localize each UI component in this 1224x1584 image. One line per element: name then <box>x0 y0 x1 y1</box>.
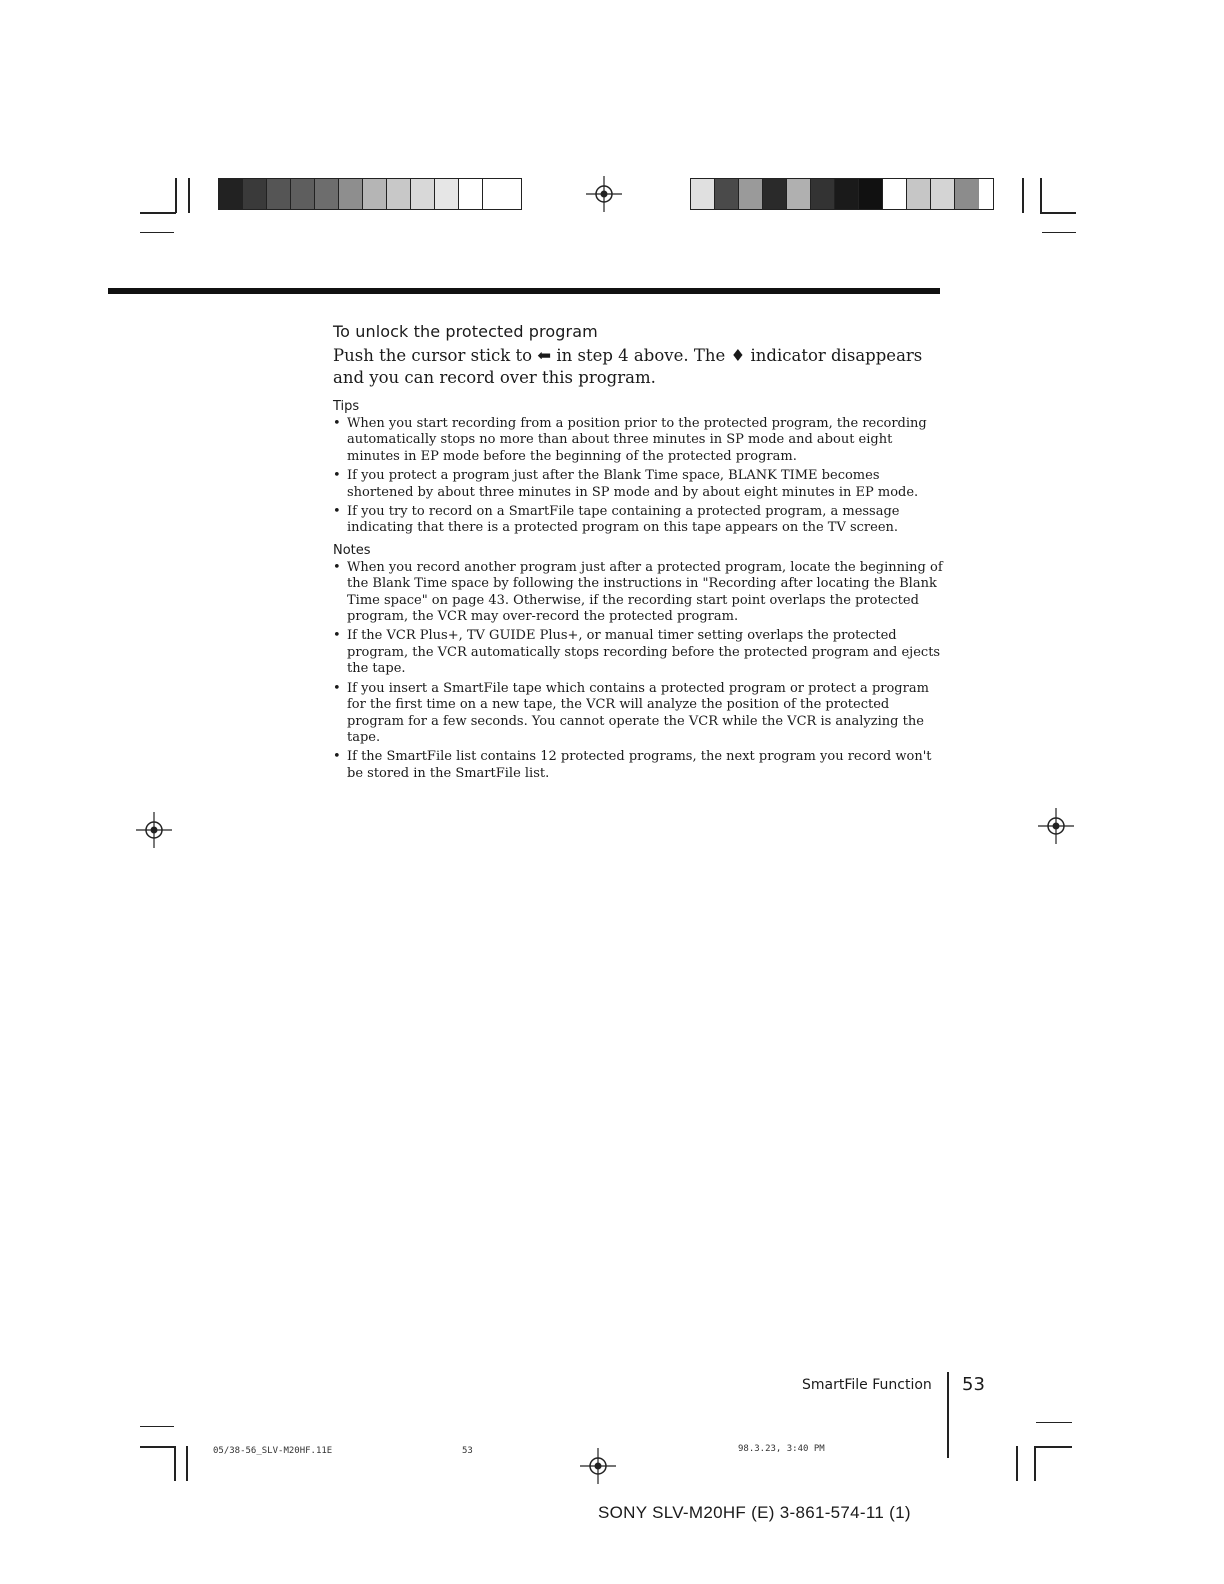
notes-list <box>333 560 943 782</box>
footer-section-title: SmartFile Function <box>802 1377 932 1393</box>
main-content <box>333 322 943 785</box>
file-name: 05/38-56_SLV-M20HF.11E <box>213 1446 333 1456</box>
list-item: • When you record another program just after a protected program, locate the beginning of the Blank Time space by following the instructions in "Recording after locating the Blank Time space" on page 43. Otherwise, if the recording start point overlaps the protected program, the VCR may over-record the protected program. <box>333 560 943 626</box>
header-rule <box>108 288 940 294</box>
list-item: • When you start recording from a position prior to the protected program, the recording automatically stops no more than about three minutes in SP mode and about eight minutes in EP mode before the beginning of the protected program. <box>333 416 943 465</box>
registration-target-icon <box>578 1446 618 1486</box>
section-heading: To unlock the protected program <box>333 322 598 341</box>
model-line: SONY SLV-M20HF (E) 3-861-574-11 (1) <box>598 1503 911 1522</box>
color-bar-left <box>218 178 522 210</box>
section-body: Push the cursor stick to ⬅ in step 4 above. The ♦ indicator disappears and you can record over this program. <box>333 346 923 387</box>
list-item: • If the SmartFile list contains 12 protected programs, the next program you record won't be stored in the SmartFile list. <box>333 749 943 782</box>
registration-target-icon <box>1036 806 1076 846</box>
print-page-number: 53 <box>462 1446 473 1456</box>
tips-list <box>333 416 943 537</box>
page-number: 53 <box>962 1374 985 1395</box>
registration-target-icon <box>134 810 174 850</box>
registration-target-icon <box>584 174 624 214</box>
list-item: • If you protect a program just after the Blank Time space, BLANK TIME becomes shortened by about three minutes in SP mode and by about eight minutes in EP mode. <box>333 468 943 501</box>
list-item: • If you insert a SmartFile tape which contains a protected program or protect a program for the first time on a new tape, the VCR will analyze the position of the protected program for a few seconds. You cannot operate the VCR while the VCR is analyzing the tape. <box>333 681 943 747</box>
list-item: • If you try to record on a SmartFile tape containing a protected program, a message indicating that there is a protected program on this tape appears on the TV screen. <box>333 504 943 537</box>
color-bar-right <box>690 178 994 210</box>
list-item: • If the VCR Plus+, TV GUIDE Plus+, or manual timer setting overlaps the protected program, the VCR automatically stops recording before the protected program and ejects the tape. <box>333 628 943 677</box>
tips-heading: Tips <box>333 399 360 414</box>
print-timestamp: 98.3.23, 3:40 PM <box>738 1444 825 1454</box>
footer-divider <box>947 1372 949 1458</box>
notes-heading: Notes <box>333 542 371 558</box>
